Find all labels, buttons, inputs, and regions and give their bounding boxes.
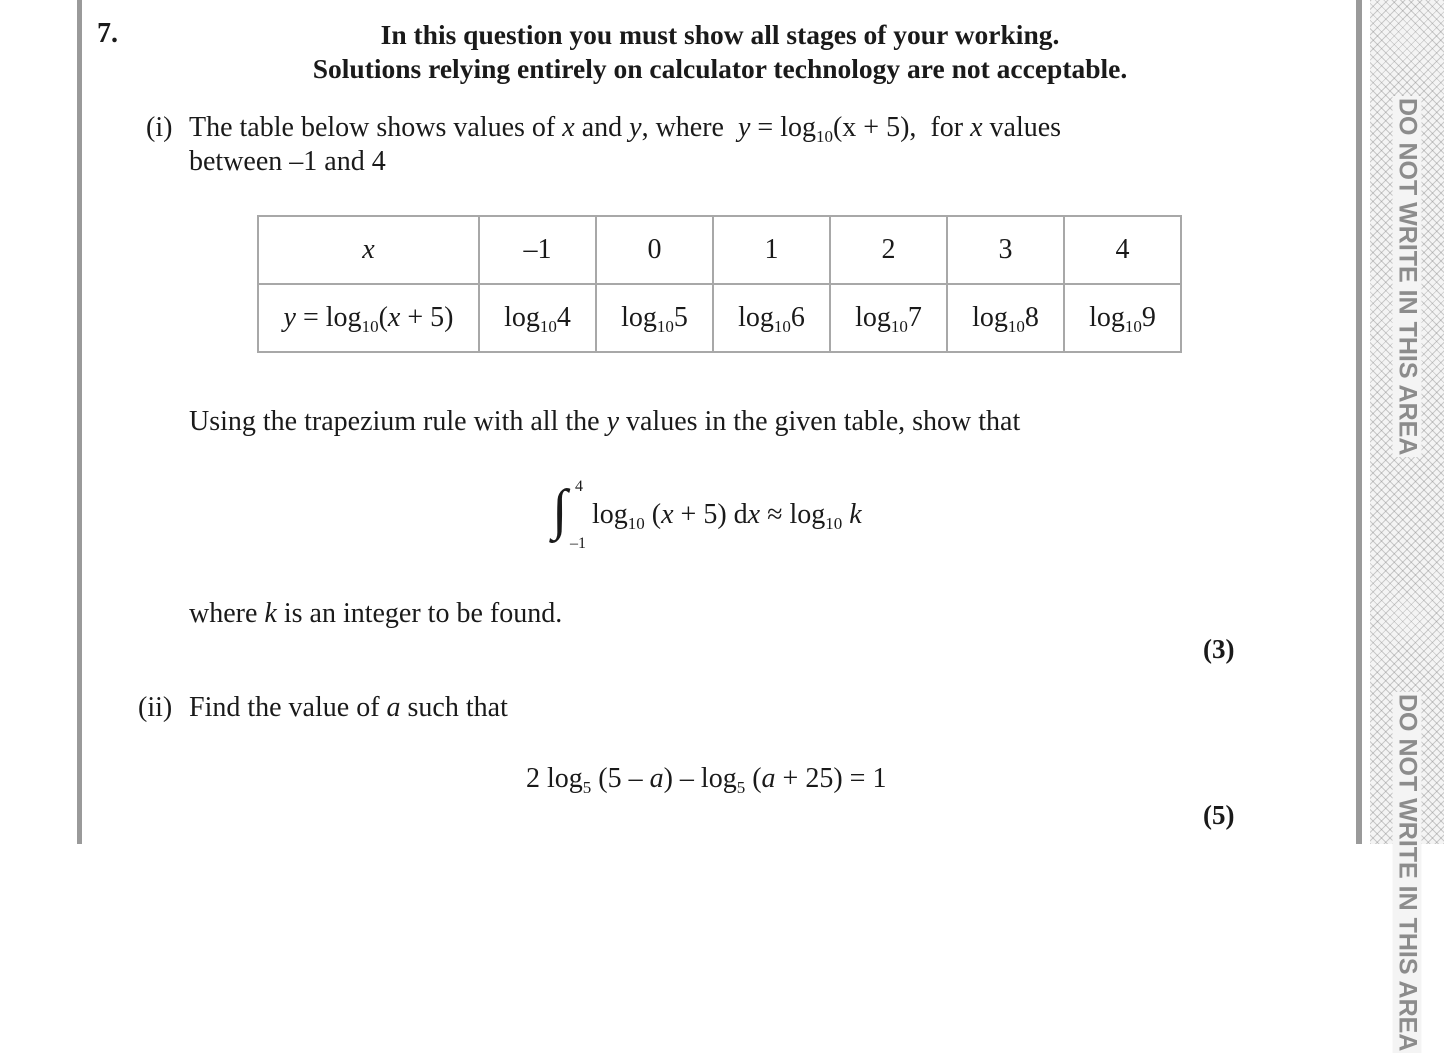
- values-table: [257, 215, 1182, 353]
- table-cell: 2: [830, 216, 947, 284]
- table-cell: $\log_{10}8$: [947, 284, 1064, 352]
- part-i-intro: The table below shows values of x and y, where $y = \log_{10}(x + 5)$, for x values: [189, 112, 1062, 146]
- marks-part-i: (3): [1203, 634, 1235, 664]
- integral-expression: $\log_{10} (x + 5)$ dx ≈ $\log_{10} k$: [592, 499, 862, 533]
- table-cell: 4: [1064, 216, 1181, 284]
- instruction-line-1: In this question you must show all stages of your working.: [380, 19, 1060, 50]
- instruction-line-2: Solutions relying entirely on calculator technology are not acceptable.: [312, 53, 1128, 84]
- table-cell: 0: [596, 216, 713, 284]
- margin-warning-text-2: DO NOT WRITE IN THIS AREA: [1393, 694, 1422, 1052]
- table-row-x: [258, 216, 1181, 284]
- part-i-label: (i): [146, 112, 173, 143]
- table-cell: $\log_{10}6$: [713, 284, 830, 352]
- part-ii-intro: Find the value of a such that: [189, 692, 508, 723]
- table-cell: 1: [713, 216, 830, 284]
- table-cell: $\log_{10}5$: [596, 284, 713, 352]
- where-k-text: where k is an integer to be found.: [189, 598, 563, 629]
- question-number: 7.: [97, 18, 118, 49]
- left-margin-line: [77, 0, 82, 844]
- log-equation: 2 $\log_5 (5 - a) - \log_5 (a + 25) = 1$: [526, 763, 887, 797]
- table-header-y: $y = \log_{10}(x + 5)$: [258, 284, 479, 352]
- table-cell: –1: [479, 216, 596, 284]
- part-ii-label: (ii): [138, 692, 173, 723]
- table-cell: 3: [947, 216, 1064, 284]
- part-i-intro-line2: between –1 and 4: [189, 146, 386, 177]
- integral-lower-limit: –1: [570, 535, 586, 552]
- integral-sign: ∫: [552, 479, 568, 541]
- right-margin-line: [1356, 0, 1362, 844]
- table-cell: $\log_{10}7$: [830, 284, 947, 352]
- marks-part-ii: (5): [1203, 800, 1235, 830]
- margin-warning-text: DO NOT WRITE IN THIS AREA: [1393, 98, 1422, 456]
- table-cell: $\log_{10}4$: [479, 284, 596, 352]
- table-header-x: x: [258, 216, 479, 284]
- table-row-y: [258, 284, 1181, 352]
- trapezium-instruction: Using the trapezium rule with all the y values in the given table, show that: [189, 406, 1021, 437]
- integral-upper-limit: 4: [575, 478, 583, 495]
- table-cell: $\log_{10}9$: [1064, 284, 1181, 352]
